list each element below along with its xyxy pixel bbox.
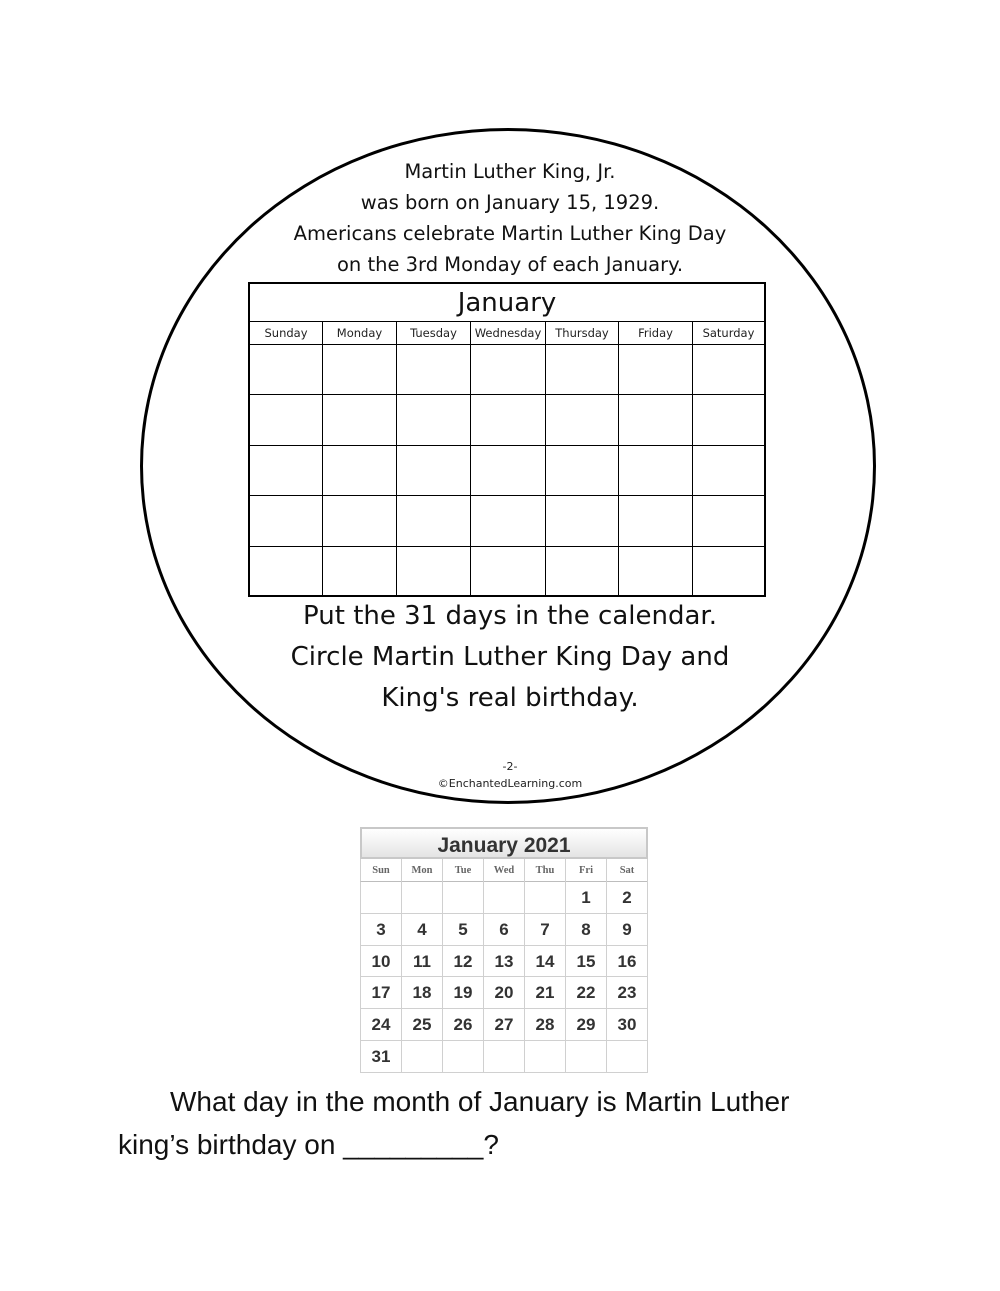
blank-day-cell[interactable] bbox=[250, 496, 323, 546]
blank-day-cell[interactable] bbox=[397, 547, 471, 597]
date-cell: 12 bbox=[443, 946, 484, 978]
intro-line: Martin Luther King, Jr. bbox=[404, 160, 616, 183]
blank-day-cell[interactable] bbox=[693, 345, 764, 395]
blank-day-cell[interactable] bbox=[397, 395, 471, 445]
instruction-line: Put the 31 days in the calendar. bbox=[303, 601, 717, 631]
blank-day-cell[interactable] bbox=[323, 395, 397, 445]
date-cell: 31 bbox=[361, 1041, 402, 1073]
blank-day-cell[interactable] bbox=[619, 496, 693, 546]
date-cell: 10 bbox=[361, 946, 402, 978]
blank-day-cell[interactable] bbox=[250, 547, 323, 597]
weekday-label: Monday bbox=[323, 322, 397, 345]
date-cell: 1 bbox=[566, 882, 607, 914]
date-cell: 4 bbox=[402, 914, 443, 946]
blank-day-cell[interactable] bbox=[546, 345, 619, 395]
date-cell: 9 bbox=[607, 914, 648, 946]
date-cell: 29 bbox=[566, 1009, 607, 1041]
date-cell: 22 bbox=[566, 977, 607, 1009]
blank-day-cell[interactable] bbox=[546, 547, 619, 597]
date-cell bbox=[484, 882, 525, 914]
date-cell: 17 bbox=[361, 977, 402, 1009]
blank-day-cell[interactable] bbox=[546, 395, 619, 445]
intro-line: on the 3rd Monday of each January. bbox=[336, 253, 684, 276]
blank-calendar bbox=[248, 282, 766, 597]
blank-calendar-title: January bbox=[250, 284, 764, 322]
blank-day-cell[interactable] bbox=[323, 547, 397, 597]
date-cell bbox=[443, 882, 484, 914]
intro-text bbox=[230, 156, 790, 280]
question-text bbox=[118, 1080, 898, 1166]
blank-day-cell[interactable] bbox=[250, 446, 323, 496]
blank-calendar-grid bbox=[250, 345, 764, 597]
weekday-abbr: Fri bbox=[566, 859, 607, 882]
blank-day-cell[interactable] bbox=[693, 446, 764, 496]
weekday-label: Saturday bbox=[702, 326, 755, 340]
blank-day-cell[interactable] bbox=[546, 446, 619, 496]
date-cell: 2 bbox=[607, 882, 648, 914]
date-cell: 6 bbox=[484, 914, 525, 946]
blank-day-cell[interactable] bbox=[250, 395, 323, 445]
weekday-label: Thursday bbox=[546, 322, 619, 345]
date-cell: 3 bbox=[361, 914, 402, 946]
date-cell: 27 bbox=[484, 1009, 525, 1041]
date-cell: 25 bbox=[402, 1009, 443, 1041]
weekday-abbr: Sat bbox=[607, 859, 648, 882]
date-cell bbox=[525, 882, 566, 914]
date-cell: 23 bbox=[607, 977, 648, 1009]
calendar-2021-weekdays bbox=[360, 859, 648, 882]
blank-day-cell[interactable] bbox=[546, 496, 619, 546]
date-cell: 15 bbox=[566, 946, 607, 978]
blank-day-cell[interactable] bbox=[619, 446, 693, 496]
date-cell bbox=[443, 1041, 484, 1073]
instruction-line: King's real birthday. bbox=[381, 683, 639, 713]
calendar-2021 bbox=[360, 827, 648, 1065]
date-cell: 30 bbox=[607, 1009, 648, 1041]
blank-day-cell[interactable] bbox=[619, 547, 693, 597]
blank-day-cell[interactable] bbox=[471, 345, 546, 395]
date-cell bbox=[402, 1041, 443, 1073]
blank-day-cell[interactable] bbox=[693, 547, 764, 597]
date-cell: 8 bbox=[566, 914, 607, 946]
weekday-abbr: Wed bbox=[484, 859, 525, 882]
blank-day-cell[interactable] bbox=[693, 496, 764, 546]
blank-day-cell[interactable] bbox=[619, 345, 693, 395]
date-cell bbox=[484, 1041, 525, 1073]
date-cell: 5 bbox=[443, 914, 484, 946]
date-cell: 14 bbox=[525, 946, 566, 978]
weekday-label: Wednesday bbox=[471, 322, 546, 345]
date-cell: 7 bbox=[525, 914, 566, 946]
date-cell: 26 bbox=[443, 1009, 484, 1041]
weekday-label: Tuesday bbox=[397, 322, 471, 345]
instructions bbox=[240, 596, 780, 719]
date-cell: 11 bbox=[402, 946, 443, 978]
blank-day-cell[interactable] bbox=[397, 496, 471, 546]
credit-text: ©EnchantedLearning.com bbox=[437, 777, 583, 790]
date-cell: 24 bbox=[361, 1009, 402, 1041]
blank-day-cell[interactable] bbox=[471, 547, 546, 597]
blank-day-cell[interactable] bbox=[323, 496, 397, 546]
blank-day-cell[interactable] bbox=[693, 395, 764, 445]
intro-line: Americans celebrate Martin Luther King Day bbox=[293, 222, 727, 245]
blank-day-cell[interactable] bbox=[250, 345, 323, 395]
weekday-abbr: Tue bbox=[443, 859, 484, 882]
blank-day-cell[interactable] bbox=[323, 446, 397, 496]
calendar-2021-title: January 2021 bbox=[360, 827, 648, 859]
date-cell: 28 bbox=[525, 1009, 566, 1041]
blank-day-cell[interactable] bbox=[471, 446, 546, 496]
blank-day-cell[interactable] bbox=[323, 345, 397, 395]
intro-line: was born on January 15, 1929. bbox=[360, 191, 660, 214]
date-cell bbox=[402, 882, 443, 914]
blank-day-cell[interactable] bbox=[397, 446, 471, 496]
weekday-label: Friday bbox=[619, 322, 693, 345]
question-line-2[interactable]: king’s birthday on _________? bbox=[118, 1129, 499, 1160]
date-cell: 21 bbox=[525, 977, 566, 1009]
blank-calendar-weekdays bbox=[250, 322, 764, 345]
weekday-abbr: Thu bbox=[525, 859, 566, 882]
date-cell: 20 bbox=[484, 977, 525, 1009]
date-cell bbox=[525, 1041, 566, 1073]
blank-day-cell[interactable] bbox=[619, 395, 693, 445]
blank-day-cell[interactable] bbox=[471, 496, 546, 546]
date-cell: 16 bbox=[607, 946, 648, 978]
instruction-line: Circle Martin Luther King Day and bbox=[290, 642, 730, 672]
question-line-1: What day in the month of January is Martin Luther bbox=[170, 1086, 790, 1117]
date-cell bbox=[361, 882, 402, 914]
page-number: -2- bbox=[502, 760, 518, 773]
weekday-abbr: Sun bbox=[361, 859, 402, 882]
date-cell: 19 bbox=[443, 977, 484, 1009]
date-cell: 18 bbox=[402, 977, 443, 1009]
date-cell bbox=[607, 1041, 648, 1073]
calendar-2021-grid bbox=[360, 882, 648, 1073]
weekday-abbr: Mon bbox=[402, 859, 443, 882]
date-cell bbox=[566, 1041, 607, 1073]
weekday-label: Sunday bbox=[250, 322, 323, 345]
blank-day-cell[interactable] bbox=[471, 395, 546, 445]
date-cell: 13 bbox=[484, 946, 525, 978]
blank-day-cell[interactable] bbox=[397, 345, 471, 395]
